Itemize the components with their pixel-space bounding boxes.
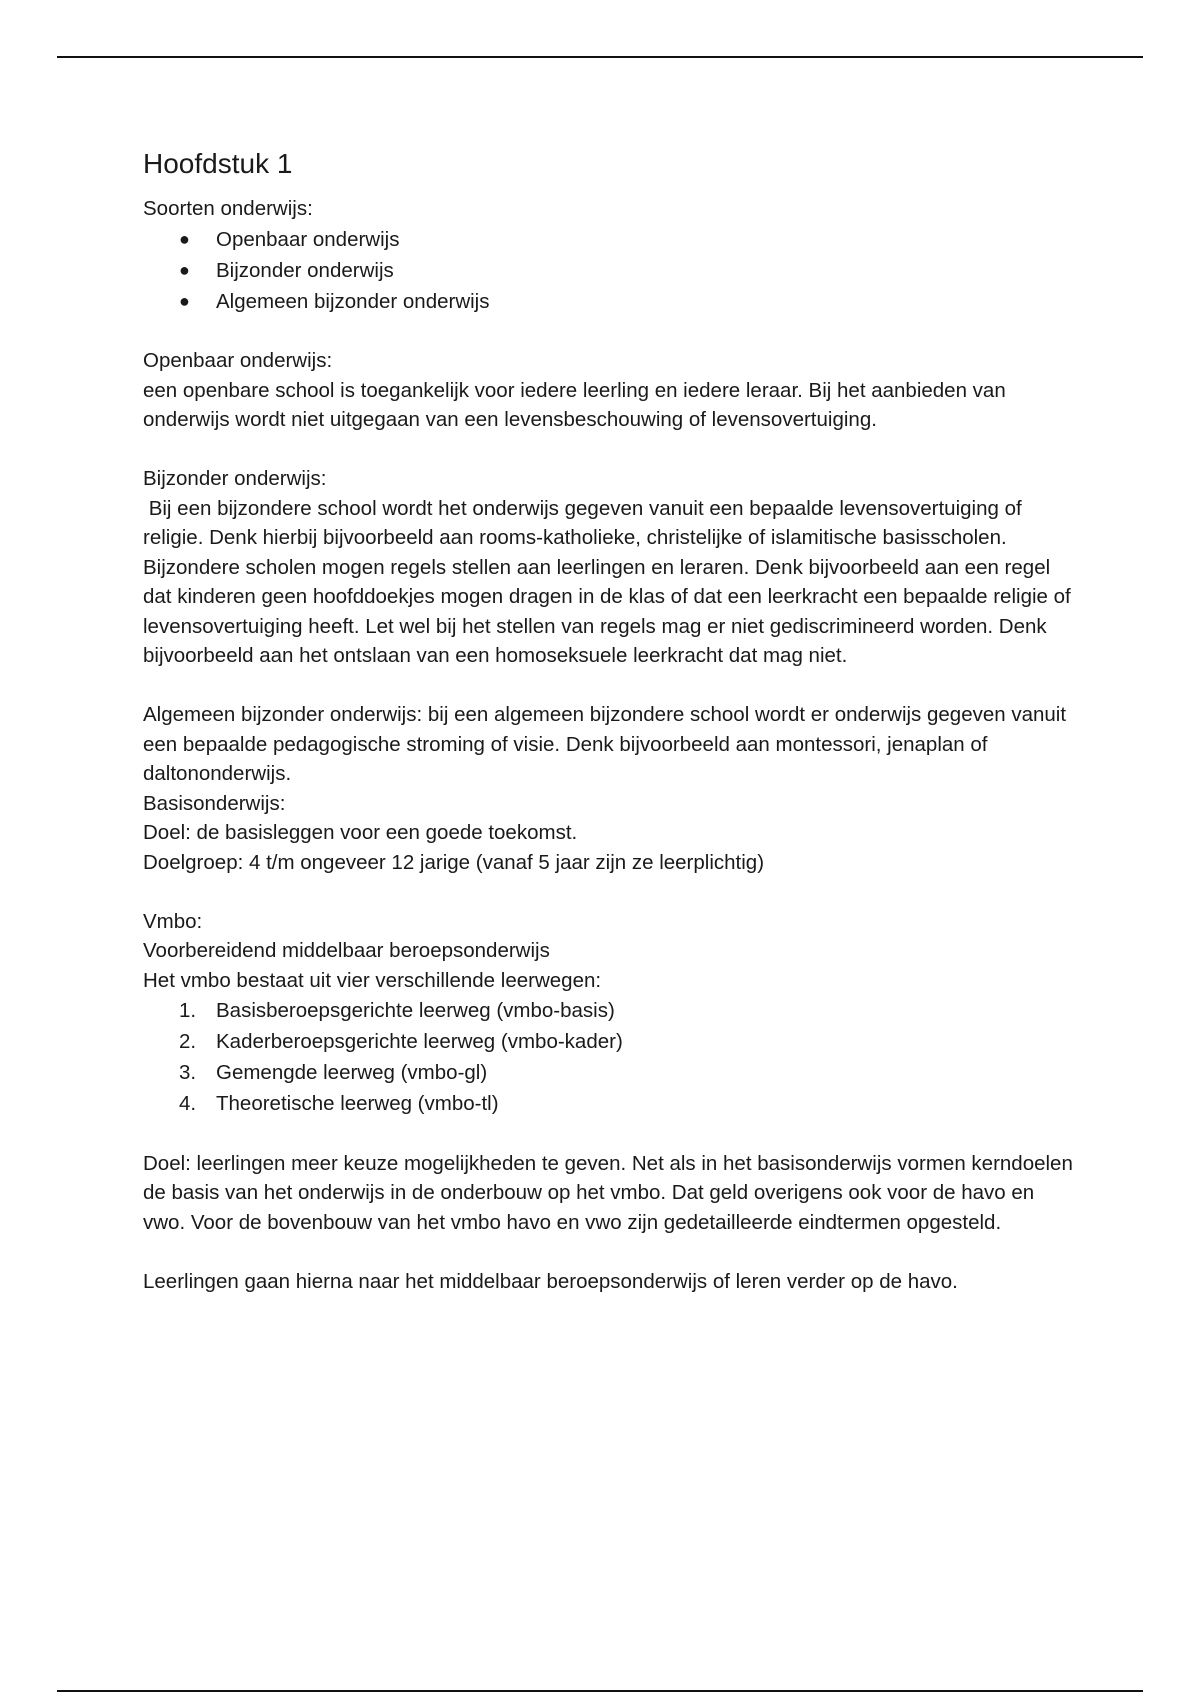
types-label: Soorten onderwijs:	[143, 197, 313, 220]
basisonderwijs-label: Basisonderwijs:	[143, 791, 286, 815]
bullet-icon: ●	[179, 259, 190, 280]
list-item: ● Openbaar onderwijs	[143, 224, 1073, 255]
list-item: 1. Basisberoepsgerichte leerweg (vmbo-basis)	[179, 999, 615, 1022]
vmbo-label: Vmbo:	[143, 909, 203, 933]
bullet-icon: ●	[179, 290, 190, 311]
bijzonder-label: Bijzonder onderwijs:	[143, 467, 327, 490]
list-item: ● Bijzonder onderwijs	[143, 255, 1073, 286]
list-item: 4. Theoretische leerweg (vmbo-tl)	[179, 1092, 499, 1115]
types-list	[143, 224, 1073, 317]
list-item: 2. Kaderberoepsgerichte leerweg (vmbo-kader)	[179, 1030, 623, 1053]
vmbo-doel: Doel: leerlingen meer keuze mogelijkheden te geven. Net als in het basisonderwijs vormen kerndoelen de basis van het onderwijs in de onderbouw op het vmbo. Dat geld overigens ook voor de havo en vwo. Voor de bovenbouw van het vmbo havo en vwo zijn gedetailleerde eindtermen opgesteld.	[143, 1151, 1073, 1234]
header-rule	[57, 56, 1143, 58]
footer-rule	[57, 1690, 1143, 1692]
algemeen-bijzonder-text: Algemeen bijzonder onderwijs: bij een algemeen bijzondere school wordt er onderwijs gegeven vanuit een bepaalde pedagogische stroming of visie. Denk bijvoorbeeld aan montessori, jenaplan of daltononderwijs.	[143, 703, 1067, 785]
basisonderwijs-doelgroep: Doelgroep: 4 t/m ongeveer 12 jarige (vanaf 5 jaar zijn ze leerplichtig)	[143, 850, 765, 874]
leerwegen-list	[143, 995, 1073, 1119]
vmbo-full-name: Voorbereidend middelbaar beroepsonderwijs	[143, 939, 550, 962]
bullet-icon: ●	[179, 228, 190, 249]
openbaar-text: een openbare school is toegankelijk voor iedere leerling en iedere leraar. Bij het aanbieden van onderwijs wordt niet uitgegaan van een levensbeschouwing of levensovertuiging.	[143, 378, 1006, 431]
openbaar-label: Openbaar onderwijs:	[143, 349, 333, 372]
basisonderwijs-doel: Doel: de basisleggen voor een goede toekomst.	[143, 821, 578, 844]
vmbo-vervolg: Leerlingen gaan hierna naar het middelbaar beroepsonderwijs of leren verder op de havo.	[143, 1269, 958, 1293]
bijzonder-text: Bij een bijzondere school wordt het onderwijs gegeven vanuit een bepaalde levensovertuiging of religie. Denk hierbij bijvoorbeeld aan rooms-katholieke, christelijke of islamitische basisscholen. Bijzondere scholen mogen regels stellen aan leerlingen en leraren. Denk bijvoorbeeld aan een regel dat kinderen geen hoofddoekjes mogen dragen in de klas of dat een leerkracht een bepaalde religie of levensovertuiging heeft. Let wel bij het stellen van regels mag er niet gediscrimineerd worden. Denk bijvoorbeeld aan het ontslaan van een homoseksuele leerkracht dat mag niet.	[143, 496, 1077, 667]
chapter-heading: Hoofdstuk 1	[143, 148, 293, 179]
list-item: ● Algemeen bijzonder onderwijs	[143, 286, 1073, 317]
vmbo-intro: Het vmbo bestaat uit vier verschillende leerwegen:	[143, 968, 602, 992]
list-item: 3. Gemengde leerweg (vmbo-gl)	[179, 1061, 488, 1084]
document-body	[143, 140, 1077, 1296]
